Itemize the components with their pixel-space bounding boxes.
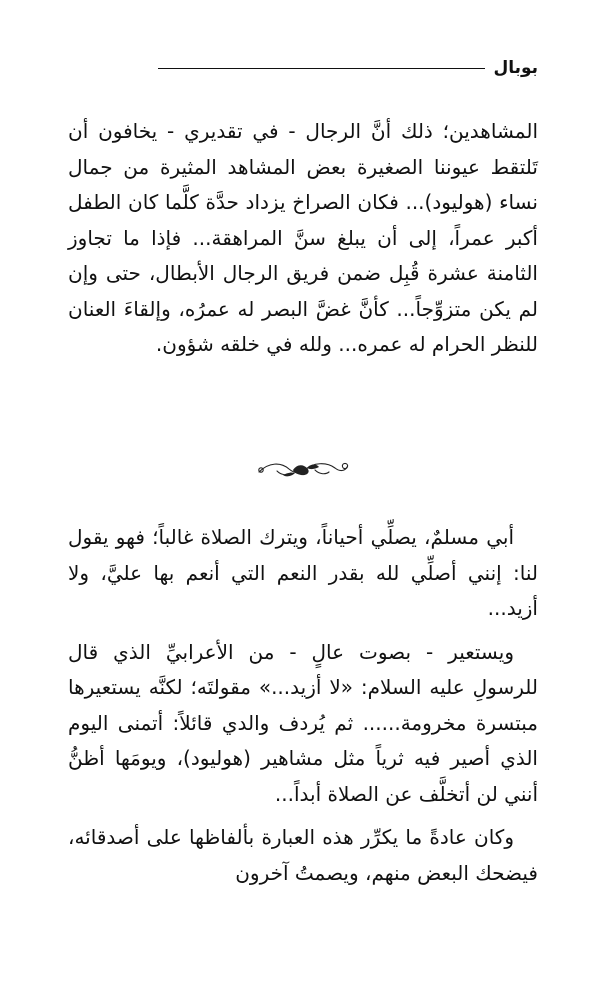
floral-ornament-icon: [255, 458, 351, 480]
paragraph-4: وكان عادةً ما يكرِّر هذه العبارة بألفاظها على أصدقائه، فيضحك البعض منهم، ويصمتُ آخرون: [68, 825, 538, 885]
paragraph-1: المشاهدين؛ ذلك أنَّ الرجال - في تقديري - يخافون أن تَلتقط عيوننا الصغيرة بعض المشاهد المثيرة من جمال نساء (هوليود)... فكان الصراخ يزداد حدَّة كلَّما كان الطفل أكبر عمراً، إلى أن يبلغ سنَّ المراهقة... فإذا ما تجاوز الثامنة عشرة قُبِل ضمن فريق الرجال الأبطال، حتى وإن لم يكن متزوِّجاً... كأنَّ غضَّ البصر له عمرُه، وإلقاءَ العنان للنظر الحرام له عمره... ولله في خلقه شؤون.: [68, 119, 538, 356]
header-title: بوبال: [493, 58, 538, 78]
running-header: [158, 56, 538, 80]
header-rule: [158, 68, 485, 69]
text-block-1: [68, 114, 538, 363]
paragraph-3: ويستعير - بصوت عالٍ - من الأعرابيِّ الذي قال للرسولِ عليه السلام: «لا أزيد...» مقولتَه؛ لكنَّه يستعيرها مبتسرة مخرومة...... ثم يُردف والدي قائلاً: أتمنى اليوم الذي أصير فيه ثرياً مثل مشاهير (هوليود)، ويومَها أظنُّ أنني لن أتخلَّف عن الصلاة أبداً...: [68, 639, 538, 806]
paragraph-2: أبي مسلمٌ، يصلِّي أحياناً، ويترك الصلاة غالباً؛ فهو يقول لنا: إنني أصلِّي لله بقدر النعم التي أنعم بها عليَّ، ولا أزيد...: [68, 525, 538, 620]
text-block-2: [68, 520, 538, 899]
